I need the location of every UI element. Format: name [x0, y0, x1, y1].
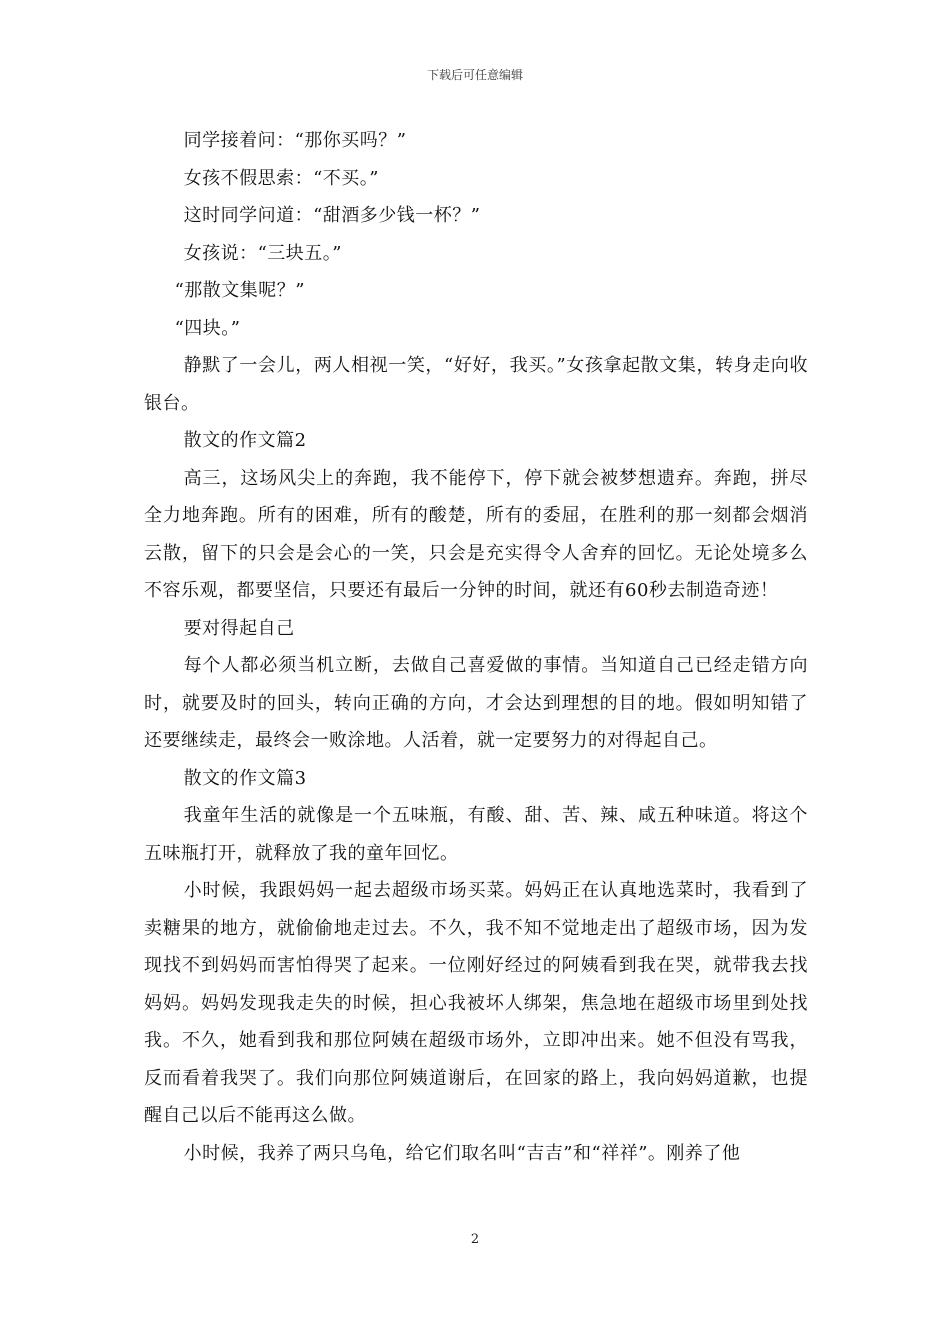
page-header: 下载后可任意编辑 [426, 68, 523, 82]
paragraph: 小时候，我养了两只乌龟，给它们取名叫“吉吉”和“祥祥”。刚养了他 [183, 1142, 741, 1164]
paragraph: 每个人都必须当机立断，去做自己喜爱做的事情。当知道自己已经走错方向时，就要及时的回头，转向正确的方向，才会达到理想的目的地。假如明知错了还要继续走，最终会一败涂地。人活着，就一定要努力的对得起自己。 [144, 655, 808, 751]
document-body [144, 122, 808, 1172]
paragraph: 静默了一会儿，两人相视一笑，“好好，我买。”女孩拿起散文集，转身走向收银台。 [144, 355, 808, 414]
paragraph: 女孩不假思索：“不买。” [183, 167, 379, 189]
paragraph: 女孩说：“三块五。” [183, 242, 342, 264]
paragraph: 同学接着问：“那你买吗？” [183, 130, 407, 151]
section-heading: 散文的作文篇3 [183, 767, 307, 789]
section-heading: 要对得起自己 [183, 617, 295, 639]
paragraph: “那散文集呢？” [174, 280, 305, 301]
paragraph: 我童年生活的就像是一个五味瓶，有酸、甜、苦、辣、咸五种味道。将这个五味瓶打开，就释放了我的童年回忆。 [144, 805, 808, 864]
paragraph: 这时同学问道：“甜酒多少钱一杯？” [183, 205, 481, 226]
paragraph: “四块。” [174, 317, 241, 339]
page-number: 2 [470, 1232, 480, 1247]
paragraph: 小时候，我跟妈妈一起去超级市场买菜。妈妈正在认真地选菜时，我看到了卖糖果的地方，就偷偷地走过去。不久，我不知不觉地走出了超级市场，因为发现找不到妈妈而害怕得哭了起来。一位刚好经过的阿姨看到我在哭，就带我去找妈妈。妈妈发现我走失的时候，担心我被坏人绑架，焦急地在超级市场里到处找我。不久，她看到我和那位阿姨在超级市场外，立即冲出来。她不但没有骂我，反而看着我哭了。我们向那位阿姨道谢后，在回家的路上，我向妈妈道歉，也提醒自己以后不能再这么做。 [144, 880, 808, 1126]
paragraph: 高三，这场风尖上的奔跑，我不能停下，停下就会被梦想遗弃。奔跑，拼尽全力地奔跑。所有的困难，所有的酸楚，所有的委屈，在胜利的那一刻都会烟消云散，留下的只会是会心的一笑，只会是充实得令人舍弃的回忆。无论处境多么不容乐观，都要坚信，只要还有最后一分钟的时间，就还有60秒去制造奇迹！ [144, 467, 808, 601]
section-heading: 散文的作文篇2 [183, 430, 307, 451]
